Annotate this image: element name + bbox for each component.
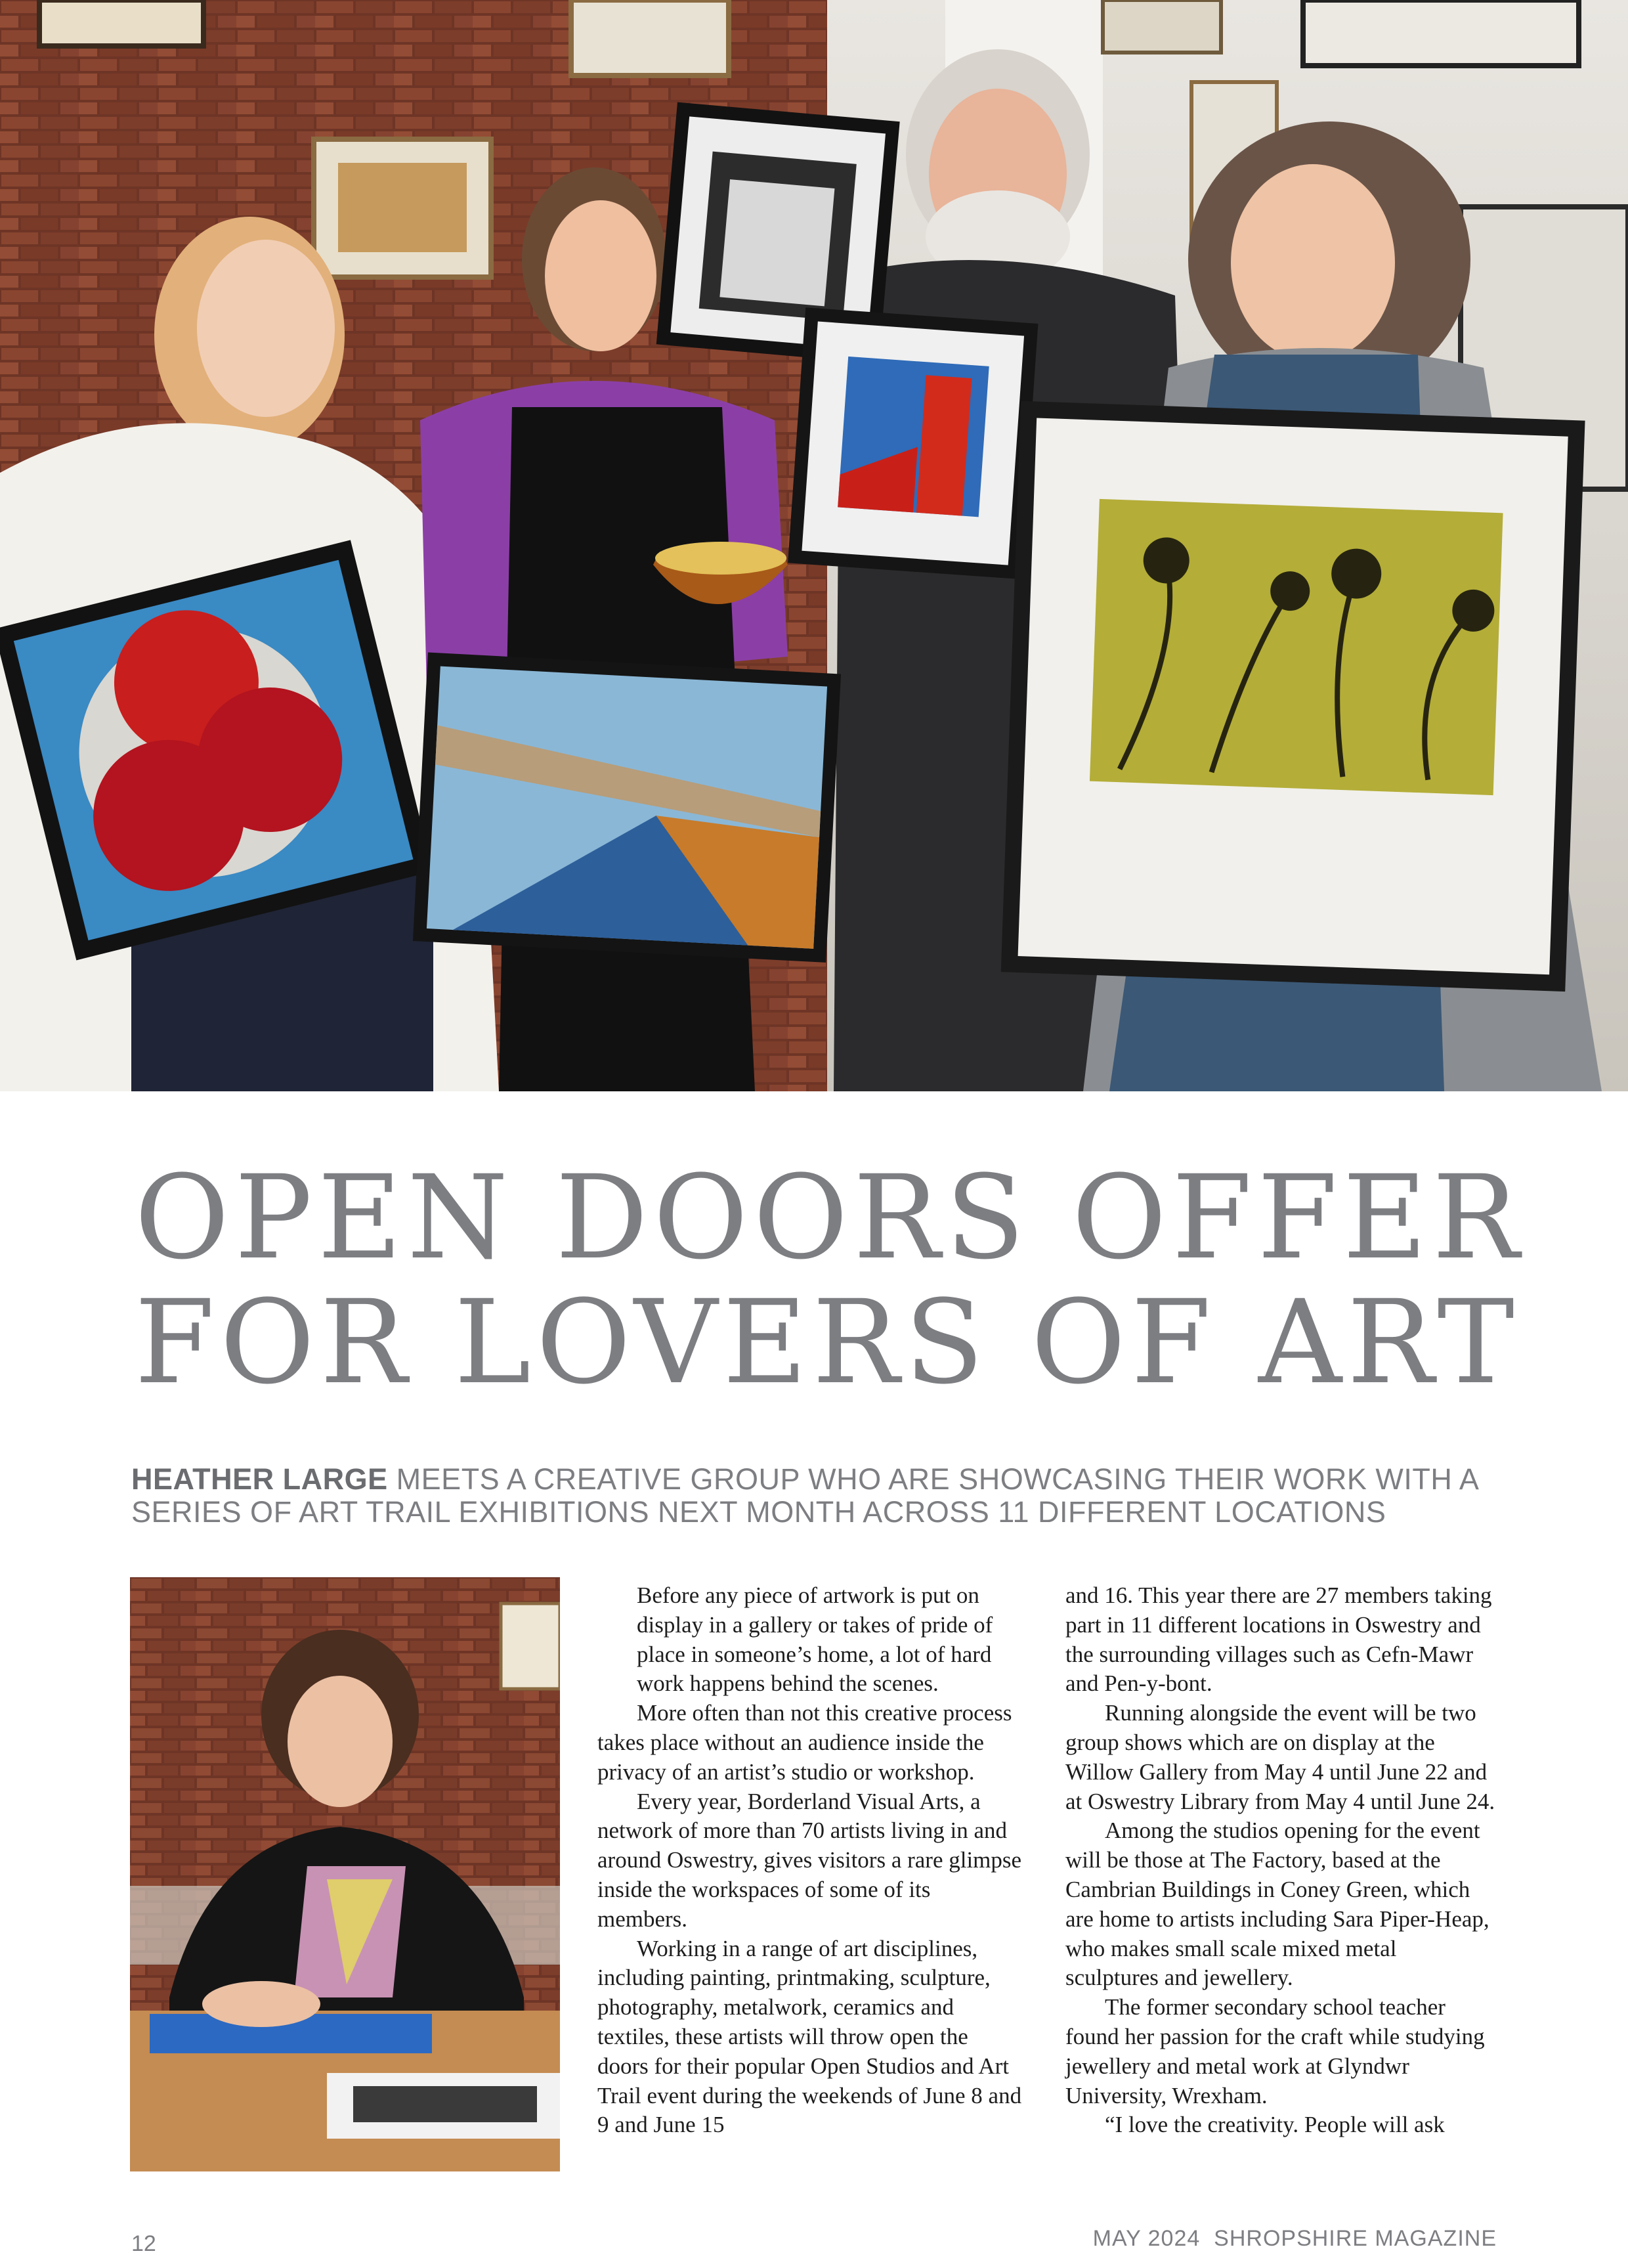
inset-photo [130, 1577, 560, 2171]
author-byline: HEATHER LARGE [131, 1462, 388, 1496]
running-footer: MAY 2024 SHROPSHIRE MAGAZINE [1092, 2226, 1497, 2251]
paragraph-6: Running alongside the event will be two group shows which are on display at the Willow Gallery from May 4 until June 22 and at Oswestry Library from May 4 until June 24. [1065, 1700, 1495, 1814]
headline-line-2: FOR LOVERS OF ART [135, 1275, 1520, 1410]
inset-photo-illustration [130, 1577, 560, 2171]
paragraph-5: and 16. This year there are 27 members taking part in 11 different locations in Oswestry and the surrounding villages such as Cefn-Mawr and Pen-y-bont. [1065, 1582, 1492, 1697]
standfirst-text: MEETS A CREATIVE GROUP WHO ARE SHOWCASING THEIR WORK WITH A SERIES OF ART TRAIL EXHIBITIONS NEXT MONTH ACROSS 11 DIFFERENT LOCATIONS [131, 1462, 1478, 1529]
paragraph-4: Working in a range of art disciplines, including painting, printmaking, sculpture, photography, metalwork, ceramics and textiles, these artists will throw open the doors for their popular Open Studios and Art Trail event during the weekends of June 8 and 9 and June 15 [597, 1935, 1022, 2138]
paragraph-7: Among the studios opening for the event will be those at The Factory, based at the Cambrian Buildings in Coney Green, which are home to artists including Sara Piper-Heap, who makes small scale mixed metal sculptures and jewellery. [1065, 1818, 1489, 1991]
page-number: 12 [131, 2231, 156, 2256]
hero-photo-illustration [0, 0, 1628, 1091]
body-column-2 [1065, 1581, 1495, 2140]
headline-line-1: OPEN DOORS OFFER [135, 1150, 1525, 1285]
hero-photo [0, 0, 1628, 1091]
paragraph-1: Before any piece of artwork is put on display in a gallery or takes of pride of place in someone’s home, a lot of hard work happens behind the scenes. [637, 1582, 993, 1697]
paragraph-2: More often than not this creative process takes place without an audience inside the privacy of an artist’s studio or workshop. [597, 1700, 1012, 1785]
paragraph-8: The former secondary school teacher found her passion for the craft while studying jewellery and metal work at Glyndwr University, Wrexham. [1065, 1994, 1485, 2108]
article-headline [135, 1150, 1546, 1410]
paragraph-9: “I love the creativity. People will ask [1105, 2112, 1445, 2138]
paragraph-3: Every year, Borderland Visual Arts, a network of more than 70 artists living in and around Oswestry, gives visitors a rare glimpse inside the workspaces of some of its members. [597, 1788, 1022, 1932]
body-column-1 [597, 1581, 1024, 2140]
standfirst [131, 1463, 1497, 1529]
